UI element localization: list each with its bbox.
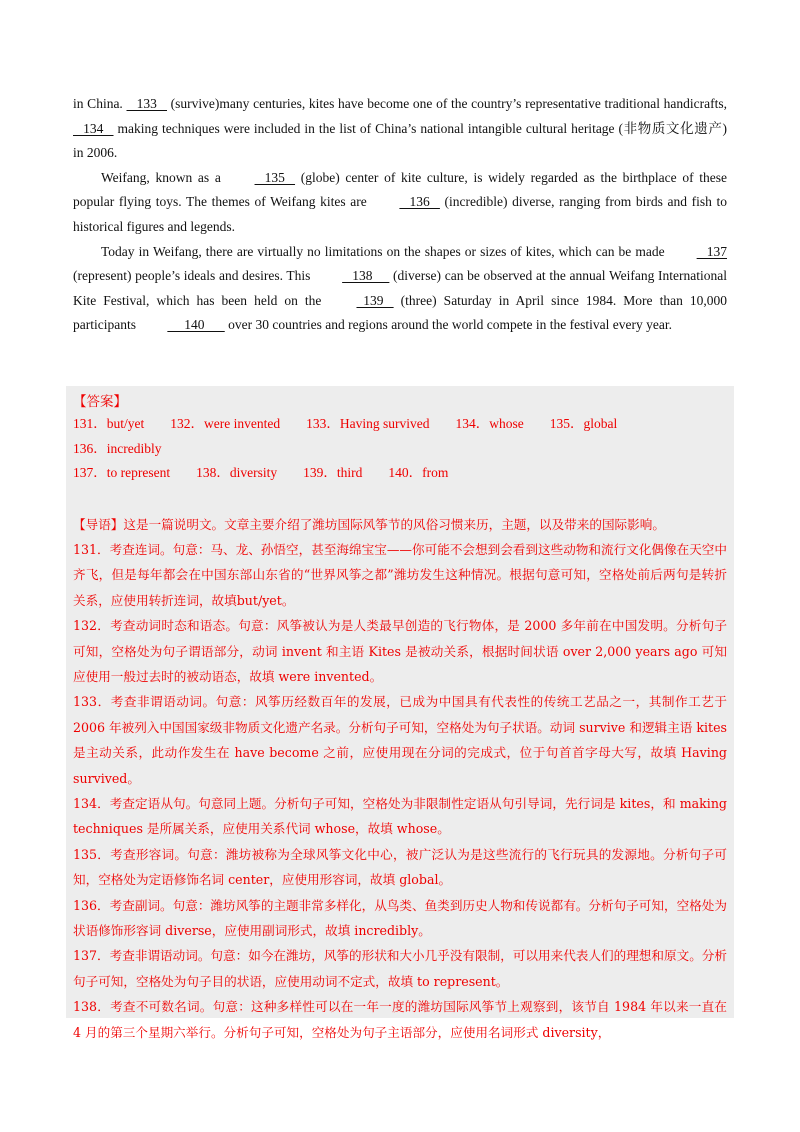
answer-list [73, 412, 727, 486]
answer-item: 137．to represent [73, 465, 171, 480]
explanation-135: 135．考查形容词。句意：潍坊被称为全球风筝文化中心，被广泛认为是这些流行的飞行玩具的发源地。分析句子可知，空格处为定语修饰名词 center，应使用形容词，故填 global。 [73, 846, 727, 888]
passage-paragraph-2: Weifang, known as a 135 (globe) center of kite culture, is widely regarded as the birthplace of these popular flying toys. The themes of Weifang kites are 136 (incredible) diverse, ranging from birds and fish to historical figures and legends. [73, 166, 727, 240]
answer-item: 131．but/yet [73, 416, 145, 431]
blank-140: 140 [167, 317, 225, 333]
answer-item: 140．from [388, 465, 449, 480]
answer-item: 134．whose [455, 416, 524, 431]
answer-item: 133．Having survived [306, 416, 430, 431]
cloze-passage [73, 92, 727, 338]
answer-item: 136．incredibly [73, 440, 162, 456]
explanation-137: 137．考查非谓语动词。句意：如今在潍坊，风筝的形状和大小几乎没有限制，可以用来代表人们的理想和原文。分析句子可知，空格处为句子目的状语，应使用动词不定式，故填 to represent。 [73, 948, 727, 989]
answer-item: 138．diversity [196, 465, 278, 480]
blank-134: 134 [73, 120, 114, 136]
answer-key-section [66, 386, 734, 1040]
blank-136: 136 [399, 194, 440, 210]
passage-paragraph-1: in China. 133 (survive)many centuries, kites have become one of the country’s representative traditional handicrafts, 134 making techniques were included in the list of China’s national intangible cultural heritage (非物质文化遗产) in 2006. [73, 92, 727, 166]
answer-title: 【答案】 [73, 394, 127, 409]
blank-137: 137 [696, 243, 727, 259]
explanation-133: 133．考查非谓语动词。句意：风筝历经数百年的发展，已成为中国具有代表性的传统工艺品之一，其制作工艺于 2006 年被列入中国国家级非物质文化遗产名录。分析句子可知，空格处为句子状语。动词 survive 和逻辑主语 kites 是主动关系，此动作发生在 have become 之前，应使用现在分词的完成式，位于句首首字母大写，故填 Having survived。 [73, 694, 727, 786]
answer-item: 139．third [303, 465, 363, 480]
blank-139: 139 [356, 292, 394, 308]
explanation-132: 132．考查动词时态和语态。句意：风筝被认为是人类最早创造的飞行物体，是 2000 多年前在中国发明。分析句子可知，空格处为句子谓语部分，动词 invent 和主语 Kites 是被动关系，根据时间状语 over 2,000 years ago 可知应使用一般过去时的被动语态，故填 were invented。 [73, 618, 727, 684]
answer-item: 135．global [549, 416, 618, 431]
blank-133: 133 [126, 96, 167, 111]
answer-item: 132．were invented [170, 416, 281, 431]
explanation-131: 131．考查连词。句意：马、龙、孙悟空，甚至海绵宝宝——你可能不会想到会看到这些动物和流行文化偶像在天空中齐飞，但是每年都会在中国东部山东省的“世界风筝之都”潍坊发生这种情况。根据句意可知，空格处前后两句是转折关系，应使用转折连词，故填but/yet。 [73, 541, 727, 608]
blank-135: 135 [254, 169, 296, 185]
explanations [73, 512, 727, 1046]
explanation-138: 138．考查不可数名词。句意：这种多样性可以在一年一度的潍坊国际风筝节上观察到，该节自 1984 年以来一直在 4 月的第三个星期六举行。分析句子可知，空格处为句子主语部分，应使用名词形式 diversity， [73, 999, 727, 1040]
explanation-intro: 【导语】这是一篇说明文。文章主要介绍了潍坊国际风筝节的风俗习惯来历，主题，以及带来的国际影响。 [73, 516, 665, 532]
explanation-136: 136．考查副词。句意：潍坊风筝的主题非常多样化，从鸟类、鱼类到历史人物和传说都有。分析句子可知，空格处为状语修饰形容词 diverse，应使用副词形式，故填 incredibly。 [73, 897, 727, 938]
blank-138: 138 [342, 268, 390, 284]
explanation-134: 134．考查定语从句。句意同上题。分析句子可知，空格处为非限制性定语从句引导词，先行词是 kites，和 making techniques 是所属关系，应使用关系代词 whose，故填 whose。 [73, 795, 727, 837]
passage-paragraph-3: Today in Weifang, there are virtually no limitations on the shapes or sizes of kites, which can be made 137 (represent) people’s ideals and desires. This 138 (diverse) can be observed at the annual Weifang International Kite Festival, which has been held on the 139 (three) Saturday in April since 1984. More than 10,000 participants 140 over 30 countries and regions around the world compete in the festival every year. [73, 240, 727, 338]
